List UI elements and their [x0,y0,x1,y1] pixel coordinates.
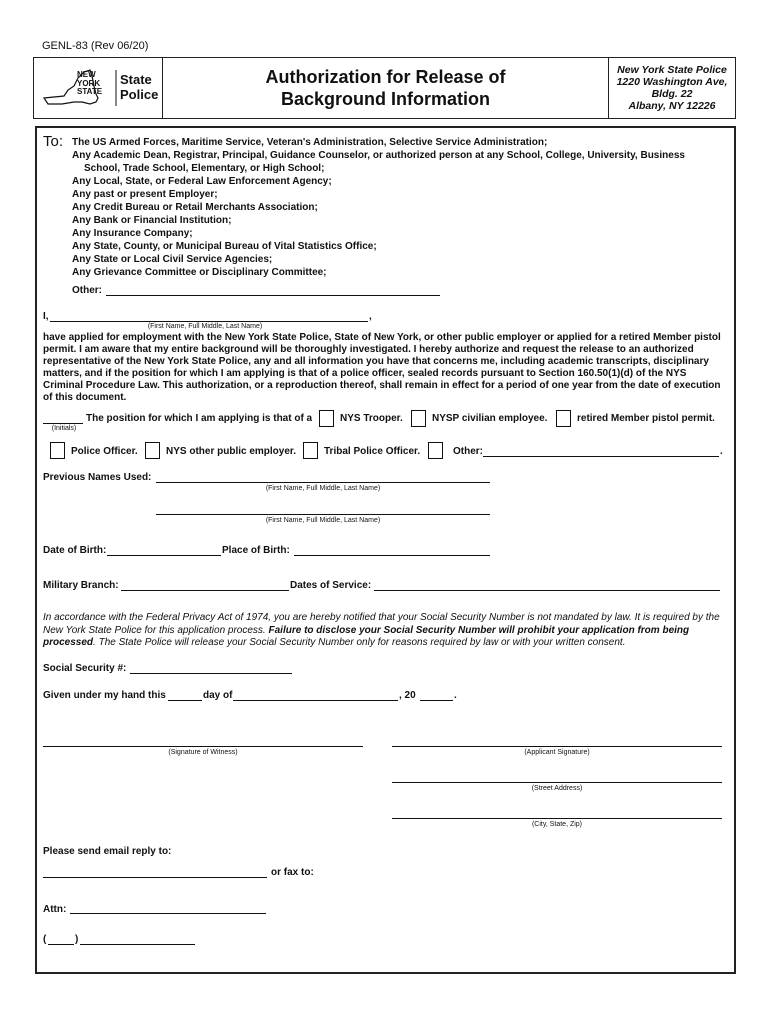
email-reply-field[interactable] [43,877,267,878]
nys-trooper-checkbox[interactable] [319,410,334,427]
recipient-line: Any past or present Employer; [72,189,218,200]
name-comma: , [369,311,372,322]
form-number: GENL-83 (Rev 06/20) [42,40,149,52]
logo-state-line-3: STATE [77,87,103,96]
given-month-field[interactable] [233,700,398,701]
privacy-part-2: Failure to disclose your Social Security Number will prohibit your application from being processed [43,624,690,648]
pob-field[interactable] [294,555,490,556]
pistol-permit-checkbox[interactable] [556,410,571,427]
title-line-1: Authorization for Release of [265,67,506,87]
city-state-zip-field[interactable] [392,818,722,819]
applicant-signature-caption: (Applicant Signature) [524,749,590,756]
attn-label: Attn: [43,904,67,915]
applicant-signature-field[interactable] [392,746,722,747]
given-year-label: , 20 [399,690,416,701]
i-label: I, [43,311,49,322]
fax-label: or fax to: [271,867,314,878]
ssn-field[interactable] [130,673,292,674]
street-address-field[interactable] [392,782,722,783]
other-position-label: Other: [453,446,483,457]
address-line-1: New York State Police [617,64,727,76]
recipient-line: Any Credit Bureau or Retail Merchants Association; [72,202,318,213]
dates-of-service-field[interactable] [374,590,720,591]
logo-state-line-1: NEW [77,70,96,79]
nys-public-employer-label: NYS other public employer. [166,446,297,457]
ssn-label: Social Security #: [43,663,127,674]
nys-trooper-label: NYS Trooper. [340,413,403,424]
nysp-civilian-label: NYSP civilian employee. [432,413,548,424]
logo-state-line-2: YORK [77,78,101,88]
privacy-part-1: In accordance with the Federal Privacy Act of 1974, you are hereby notified that your Social Security Number is not mandated by law. It is required by the New York State Police for this application process. [43,612,720,636]
other-recipient-field[interactable] [106,295,440,296]
name-caption: (First Name, Full Middle, Last Name) [147,323,263,330]
logo-agency-line-2: Police [120,87,159,102]
phone-open-paren: ( [43,934,47,945]
agency-logo [33,57,163,119]
recipient-line: School, Trade School, Elementary, or High School; [84,163,325,174]
recipient-line: The US Armed Forces, Maritime Service, Veteran's Administration, Selective Service Administration; [72,137,548,148]
phone-close-paren: ) [75,934,79,945]
agency-address [608,57,736,119]
previous-name-field-1[interactable] [156,482,490,483]
recipient-line: Any State, County, or Municipal Bureau of Vital Statistics Office; [72,241,377,252]
pistol-permit-label: retired Member pistol permit. [577,413,715,424]
fax-number-field[interactable] [80,944,195,945]
police-officer-label: Police Officer. [71,446,138,457]
address-line-3: Bldg. 22 [651,88,693,100]
to-label: To: [43,133,64,150]
dob-field[interactable] [107,555,221,556]
attn-field[interactable] [70,913,266,914]
dates-of-service-label: Dates of Service: [290,580,372,591]
previous-name-field-2[interactable] [156,514,490,515]
area-code-field[interactable] [48,944,74,945]
initials-caption: (Initials) [51,425,77,432]
military-branch-label: Military Branch: [43,580,119,591]
given-period: . [454,690,457,701]
street-address-caption: (Street Address) [531,785,583,792]
logo-agency-line-1: State [120,72,152,87]
recipient-line: Any State or Local Civil Service Agencies; [72,254,273,265]
position-label: The position for which I am applying is that of a [86,413,313,424]
given-label: Given under my hand this [43,690,166,701]
previous-name-caption-1: (First Name, Full Middle, Last Name) [265,485,381,492]
recipient-line: Any Insurance Company; [72,228,193,239]
recipient-line: Any Local, State, or Federal Law Enforcement Agency; [72,176,332,187]
given-year-field[interactable] [420,700,453,701]
pob-label: Place of Birth: [222,545,290,556]
other-position-field[interactable] [483,456,719,457]
email-reply-label: Please send email reply to: [43,846,172,857]
authorization-text: have applied for employment with the New York State Police, State of New York, or other public employer or applied for a retired Member pistol permit. I am aware that my entire background will be thoroughly investigated. I hereby authorize and request the release to an authorized representative of the New York State Police, any and all information you have that concerns me, including academic transcripts, disciplinary matters, and if the position for which I am applying is that of a police officer, sealed records pursuant to Section 160.50(1)(d) of the NYS Criminal Procedure Law. This authorization, or a reproduction thereof, shall remain in effect for a period of one year from the date of execution of this document. [43,332,721,403]
nys-public-employer-checkbox[interactable] [145,442,160,459]
initials-field[interactable] [43,423,83,424]
given-dayof-label: day of [203,690,233,701]
tribal-police-label: Tribal Police Officer. [324,446,421,457]
city-state-zip-caption: (City, State, Zip) [531,821,583,828]
other-position-checkbox[interactable] [428,442,443,459]
other-position-period: . [720,446,723,457]
other-recipient-label: Other: [72,285,102,296]
applicant-name-field[interactable] [50,321,368,322]
address-line-2: 1220 Washington Ave, [616,76,728,88]
previous-names-label: Previous Names Used: [43,472,152,483]
witness-signature-field[interactable] [43,746,363,747]
tribal-police-checkbox[interactable] [303,442,318,459]
military-branch-field[interactable] [121,590,289,591]
address-line-4: Albany, NY 12226 [628,100,716,112]
given-day-field[interactable] [168,700,202,701]
witness-signature-caption: (Signature of Witness) [168,749,238,756]
recipient-line: Any Academic Dean, Registrar, Principal, Guidance Counselor, or authorized person at any School, College, University, Business [72,150,685,161]
title-line-2: Background Information [280,89,490,109]
previous-name-caption-2: (First Name, Full Middle, Last Name) [265,517,381,524]
privacy-part-3: . The State Police will release your Social Security Number only for reasons required by law or with your written consent. [93,637,626,648]
recipient-line: Any Grievance Committee or Disciplinary Committee; [72,267,327,278]
dob-label: Date of Birth: [43,545,107,556]
recipient-line: Any Bank or Financial Institution; [72,215,232,226]
form-title [162,57,609,119]
police-officer-checkbox[interactable] [50,442,65,459]
nysp-civilian-checkbox[interactable] [411,410,426,427]
privacy-notice [43,612,727,650]
